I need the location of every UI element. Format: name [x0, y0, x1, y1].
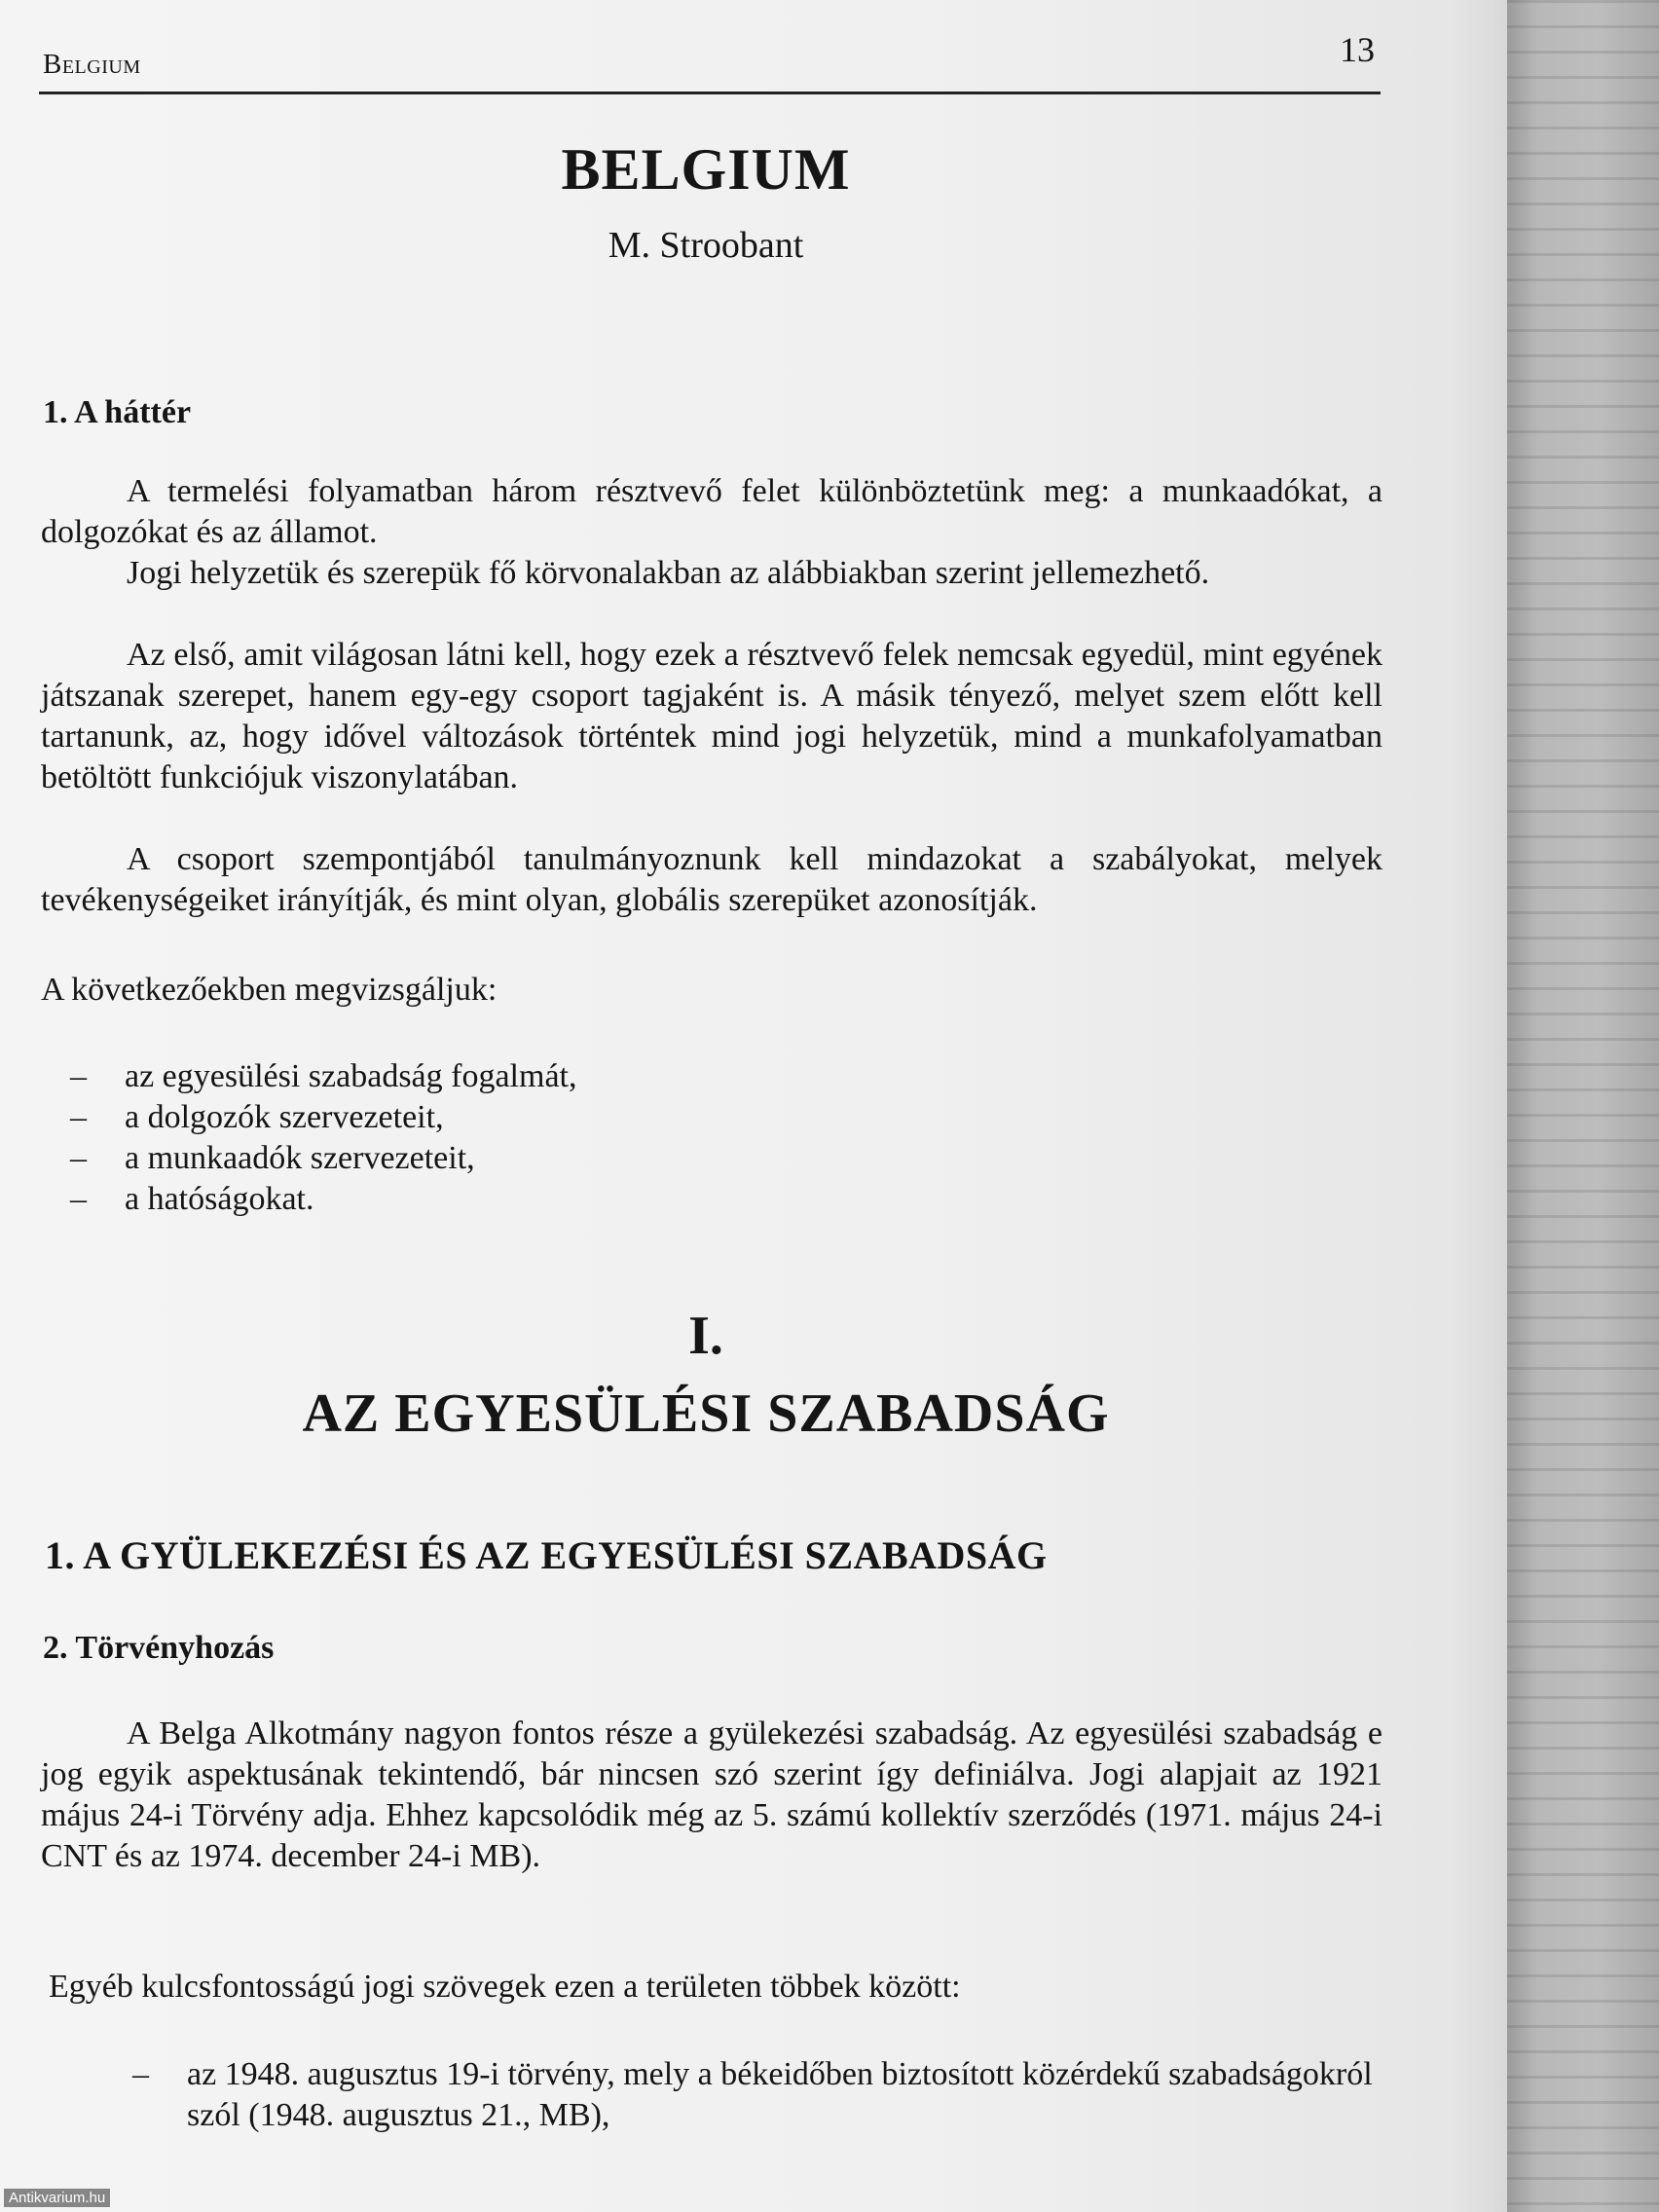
- running-head: Belgium: [43, 49, 141, 80]
- author-name: M. Stroobant: [608, 225, 804, 266]
- chapter-number: I.: [688, 1306, 723, 1366]
- book-binding-shadow: [1507, 0, 1659, 2212]
- topics-list: [70, 1056, 577, 1220]
- page-number: 13: [1340, 30, 1375, 69]
- dash-marker: –: [70, 1140, 87, 1176]
- watermark: Antikvarium.hu: [4, 2189, 110, 2207]
- paragraph-constitution: A Belga Alkotmány nagyon fontos része a gyülekezési szabadság. Az egyesülési szabadság e jog egyik aspektusának tekintendő, bár nincsen szó szerint így definiálva. Jogi alapjait az 1921 május 24-i Törvény adja. Ehhez kapcsolódik még az 5. számú kollektív szerződés (1971. május 24-i CNT és az 1974. december 24-i MB).: [41, 1715, 1382, 1874]
- paragraph-group-rules: A csoport szempontjából tanulmányoznunk kell mindazokat a szabályokat, melyek tevékenységeiket irányítják, és mint olyan, globális szerepüket azonosítják.: [41, 841, 1382, 918]
- dash-marker: –: [132, 2056, 149, 2092]
- header-rule: [39, 92, 1381, 94]
- dash-marker: –: [70, 1058, 87, 1094]
- list-item: – a hatóságokat.: [125, 1179, 576, 1220]
- subsection-heading-caps: 1. A GYÜLEKEZÉSI ÉS AZ EGYESÜLÉSI SZABADSÁG: [45, 1533, 1048, 1577]
- list-intro-legal-texts: Egyéb kulcsfontosságú jogi szövegek ezen a területen többek között:: [49, 1969, 961, 2005]
- paragraph-participants: A termelési folyamatban három résztvevő felet különböztetünk meg: a munkaadókat, a dolgozókat és az államot.: [41, 473, 1382, 550]
- legal-texts-list: [132, 2054, 1382, 2136]
- list-intro: A következőekben megvizsgáljuk:: [41, 972, 498, 1008]
- dash-marker: –: [70, 1099, 87, 1135]
- list-item: – az 1948. augusztus 19-i törvény, mely a békeidőben biztosított közérdekű szabadságokról szól (1948. augusztus 21., MB),: [132, 2056, 1373, 2133]
- paragraph-groups-and-change: Az első, amit világosan látni kell, hogy ezek a résztvevő felek nemcsak egyedül, mint egyének játszanak szerepet, hanem egy-egy csoport tagjaként is. A másik tényező, melyet szem előtt kell tartanunk, az, hogy idővel változások történtek mind jogi helyzetük, mind a munkafolyamatban betöltött funkciójuk viszonylatában.: [41, 637, 1382, 795]
- list-item: – a munkaadók szervezeteit,: [125, 1138, 576, 1179]
- list-item: – a dolgozók szervezeteit,: [125, 1097, 576, 1138]
- chapter-title: AZ EGYESÜLÉSI SZABADSÁG: [302, 1383, 1110, 1444]
- paragraph-legal-position: Jogi helyzetük és szerepük fő körvonalakban az alábbiakban szerint jellemezhető.: [127, 555, 1210, 591]
- dash-marker: –: [70, 1181, 87, 1217]
- page-title: BELGIUM: [561, 137, 851, 202]
- section-heading-background: 1. A háttér: [43, 394, 192, 430]
- list-item: – az egyesülési szabadság fogalmát,: [125, 1056, 576, 1097]
- section-heading-legislation: 2. Törvényhozás: [43, 1630, 275, 1666]
